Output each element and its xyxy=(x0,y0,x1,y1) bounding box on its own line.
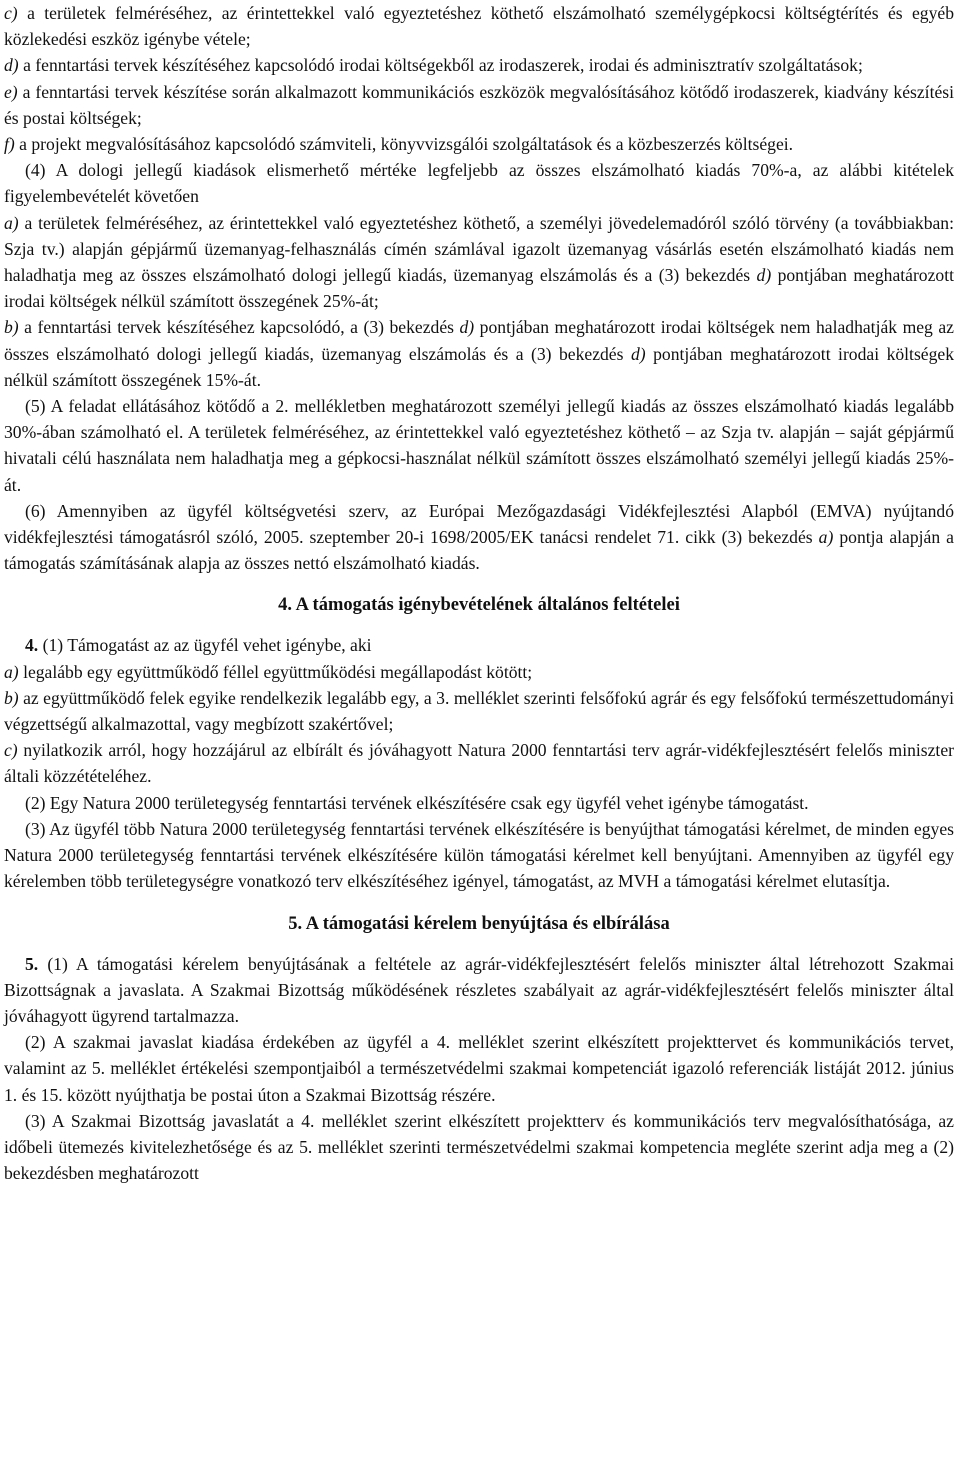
section4-paragraph-3: (3) Az ügyfél több Natura 2000 területegység fenntartási tervének elkészítésére is benyújthat támogatási kérelmet, de minden egyes Natura 2000 területegység fenntartási tervének elkészítésére külön támogatási kérelmet kell benyújtani. Amennyiben az ügyfél egy kérelemben több területegységre vonatkozó terv elkészítéséhez igényel, támogatást, az MVH a támogatási kérelmet elutasítja. xyxy=(4,818,954,892)
item-text: a fenntartási tervek készítése során alkalmazott kommunikációs eszközök megvalósításához kötődő irodaszerek, kiadvány készítési és postai költségek; xyxy=(4,81,954,128)
item-text: a projekt megvalósításához kapcsolódó számviteli, könyvvizsgálói szolgáltatások és a közbeszerzés költségei. xyxy=(19,134,794,155)
section-number: 5. xyxy=(25,953,39,974)
paragraph-4-intro: (4) A dologi jellegű kiadások elismerhető mértéke legfeljebb az összes elszámolható kiadás 70%-a, az alábbi kitételek figyelembevételét követően xyxy=(4,160,954,207)
para-text: (6) Amennyiben az ügyfél költségvetési szerv, az Európai Mezőgazdasági Vidékfejlesztési Alapból (EMVA) nyújtandó vidékfejlesztési támogatásról szóló, 2005. szeptember 20-i 1698/2005/EK tanácsi rendelet 71. cikk (3) bekezdés xyxy=(4,500,954,548)
item-ref: a) xyxy=(818,527,834,548)
para-text: pontja alapján a támogatás számításának alapja az összes nettó elszámolható kiadás. xyxy=(4,527,954,574)
item-label: e) xyxy=(4,81,18,102)
item-ref: d) xyxy=(756,265,772,286)
section-number: 4. xyxy=(25,635,39,656)
para-text: (1) A támogatási kérelem benyújtásának a feltétele az agrár-vidékfejlesztésért felelős miniszter által létrehozott Szakmai Bizottságnak a javaslata. A Szakmai Bizottság működésének részletes szabályait az agrár-vidékfejlesztésért felelős miniszter által jóváhagyott ügyrend tartalmazza. xyxy=(4,953,954,1026)
item-label: b) xyxy=(4,687,19,708)
item-text: a fenntartási tervek készítéséhez kapcsolódó, a (3) bekezdés xyxy=(24,317,454,338)
section-heading-5: 5. A támogatási kérelem benyújtása és elbírálása xyxy=(288,913,670,934)
section3-list xyxy=(4,0,954,157)
paragraph-4-item-a xyxy=(4,210,954,315)
item-label: c) xyxy=(4,3,18,23)
item-text: nyilatkozik arról, hogy hozzájárul az elbírált és jóváhagyott Natura 2000 fenntartási terv agrár-vidékfejlesztésért felelős miniszter általi közzétételéhez. xyxy=(4,740,954,787)
item-text: a területek felméréséhez, az érintettekkel való egyeztetéshez köthető, a személyi jövedelemadóról szóló törvény (a továbbiakban: Szja tv.) alapján gépjármű üzemanyag-felhasználás címén számlával igazolt üzemanyag vásárlás esetén elszámolható kiadás nem haladhatja meg az összes elszámolható dologi jellegű kiadás, üzemanyag elszámolás és a (3) bekezdés xyxy=(4,212,954,286)
item-label: a) xyxy=(4,212,19,233)
list-item-f xyxy=(4,131,954,157)
item-text: a területek felméréséhez, az érintettekkel való egyeztetéshez köthető elszámolható személygépkocsi költségtérítés és egyéb közlekedési eszköz igénybe vétele; xyxy=(4,3,954,50)
item-text: pontjában meghatározott irodai költségek nélkül számított összegének 25%-át; xyxy=(4,265,954,312)
section5-paragraph-3: (3) A Szakmai Bizottság javaslatát a 4. melléklet szerint elkészített projektterv és kommunikációs terv megvalósíthatósága, az időbeli ütemezés kivitelezhetősége és az 5. melléklet szerinti természetvédelmi szakmai kompetencia megléte szerint adja meg a (2) bekezdésben meghatározott xyxy=(4,1110,954,1184)
section4-item-a xyxy=(4,659,954,685)
section4-item-c xyxy=(4,737,954,789)
section4-paragraph-2: (2) Egy Natura 2000 területegység fenntartási tervének elkészítésére csak egy ügyfél vehet igénybe támogatást. xyxy=(25,792,809,813)
item-text: pontjában meghatározott irodai költségek nélkül számított összegének 15%-át. xyxy=(4,343,954,390)
section-heading-4: 4. A támogatás igénybevételének általános feltételei xyxy=(278,595,680,616)
item-text: a fenntartási tervek készítéséhez kapcsolódó irodai költségekből az irodaszerek, irodai és adminisztratív szolgáltatások; xyxy=(23,55,863,76)
item-label: b) xyxy=(4,317,19,338)
paragraph-5: (5) A feladat ellátásához kötődő a 2. mellékletben meghatározott személyi jellegű kiadás az összes elszámolható kiadás legalább 30%-ában számolható el. A területek felméréséhez, az érintettekkel való egyeztetéshez köthető – az Szja tv. alapján – saját gépjármű hivatali célú használata nem haladhatja meg a gépkocsi-használat nélkül számított összes elszámolható személyi jellegű kiadás 25%-át. xyxy=(4,396,954,495)
item-ref: d) xyxy=(459,317,475,338)
list-item-e xyxy=(4,79,954,131)
para-text: (1) Támogatást az az ügyfél vehet igénybe, aki xyxy=(42,635,372,656)
item-label: a) xyxy=(4,661,19,682)
item-text: legalább egy együttműködő féllel együttműködési megállapodást kötött; xyxy=(23,661,533,682)
section4-item-b xyxy=(4,685,954,737)
item-ref: d) xyxy=(630,343,646,364)
list-item-c xyxy=(4,0,954,52)
item-text: pontjában meghatározott irodai költségek nem haladhatják meg az összes elszámolható dologi jellegű kiadás, üzemanyag elszámolás és a (3) bekezdés xyxy=(4,317,954,364)
list-item-d xyxy=(4,52,954,78)
section4-paragraph-1 xyxy=(4,632,954,658)
paragraph-4-item-b xyxy=(4,314,954,393)
item-label: d) xyxy=(4,55,19,76)
item-label: c) xyxy=(4,740,18,761)
paragraph-6 xyxy=(4,498,954,577)
section5-paragraph-1 xyxy=(4,951,954,1030)
item-text: az együttműködő felek egyike rendelkezik legalább egy, a 3. melléklet szerinti felsőfokú agrár és egy felsőfokú természettudományi végzettségű alkalmazottal, vagy megbízott szakértővel; xyxy=(4,687,954,735)
item-label: f) xyxy=(4,134,15,155)
section5-paragraph-2: (2) A szakmai javaslat kiadása érdekében az ügyfél a 4. melléklet szerint elkészített projekttervet és kommunikációs tervet, valamint az 5. melléklet értékelési szempontjaiból a természetvédelmi szakmai kompetenciát igazoló referenciák listáját 2012. június 1. és 15. között nyújthatja be postai úton a Szakmai Bizottság részére. xyxy=(4,1032,954,1105)
